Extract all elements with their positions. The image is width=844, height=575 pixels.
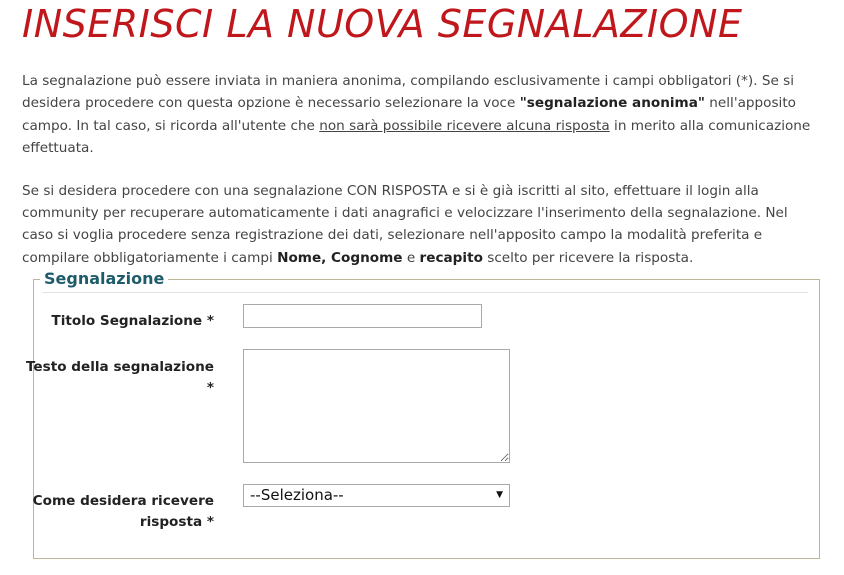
form-legend: Segnalazione bbox=[40, 269, 168, 288]
testo-label bbox=[26, 357, 214, 398]
intro-p2-text-c: e bbox=[402, 249, 420, 266]
risposta-select[interactable] bbox=[243, 484, 510, 507]
intro-p2-bold-name-surname: Nome, Cognome bbox=[277, 249, 403, 266]
risposta-label bbox=[33, 491, 214, 532]
testo-label-line1: Testo della segnalazione bbox=[25, 359, 214, 375]
legend-divider bbox=[42, 292, 808, 293]
intro-paragraph-anonymous bbox=[22, 70, 822, 160]
intro-p2-text-a: Se si desidera procedere con una segnalazione CON RISPOSTA e si è già iscritti al sito, effettuare il login alla community per recuperare automaticamente i dati anagrafici e velocizzare l'inserimento della segnalazione. Nel caso si voglia procedere senza registrazione dei dati, selezionare nell'apposito campo la modalità preferita e compilare obbligatoriamente i campi bbox=[22, 182, 788, 266]
intro-paragraph-with-reply bbox=[22, 180, 822, 270]
intro-p1-text-a: La segnalazione può essere inviata in maniera anonima, compilando esclusivamente i campi obbligatori (*). Se si desidera procedere con questa opzione è necessario selezionare la voce bbox=[22, 73, 795, 112]
chevron-down-icon: ▼ bbox=[496, 490, 503, 500]
titolo-input[interactable] bbox=[243, 304, 482, 328]
risposta-selected-value: --Seleziona-- bbox=[250, 486, 344, 504]
intro-p1-underline-no-reply: non sarà possibile ricevere alcuna risposta bbox=[319, 117, 610, 134]
testo-textarea[interactable] bbox=[243, 349, 510, 463]
intro-p1-bold-anonymous: "segnalazione anonima" bbox=[519, 95, 705, 112]
intro-text bbox=[22, 70, 822, 269]
titolo-label: Titolo Segnalazione * bbox=[51, 313, 214, 329]
intro-p1-text-e: in merito alla comunicazione effettuata. bbox=[22, 117, 811, 157]
intro-p2-bold-recapito: recapito bbox=[419, 249, 483, 266]
page-title: INSERISCI LA NUOVA SEGNALAZIONE bbox=[22, 2, 743, 46]
risposta-label-line1: Come desidera ricevere bbox=[32, 493, 214, 509]
risposta-label-line2: risposta * bbox=[139, 513, 214, 530]
intro-p2-text-e: scelto per ricevere la risposta. bbox=[482, 249, 694, 266]
intro-p1-text-c: nell'apposito campo. In tal caso, si ricorda all'utente che bbox=[22, 95, 796, 134]
testo-label-line2: * bbox=[206, 379, 214, 396]
